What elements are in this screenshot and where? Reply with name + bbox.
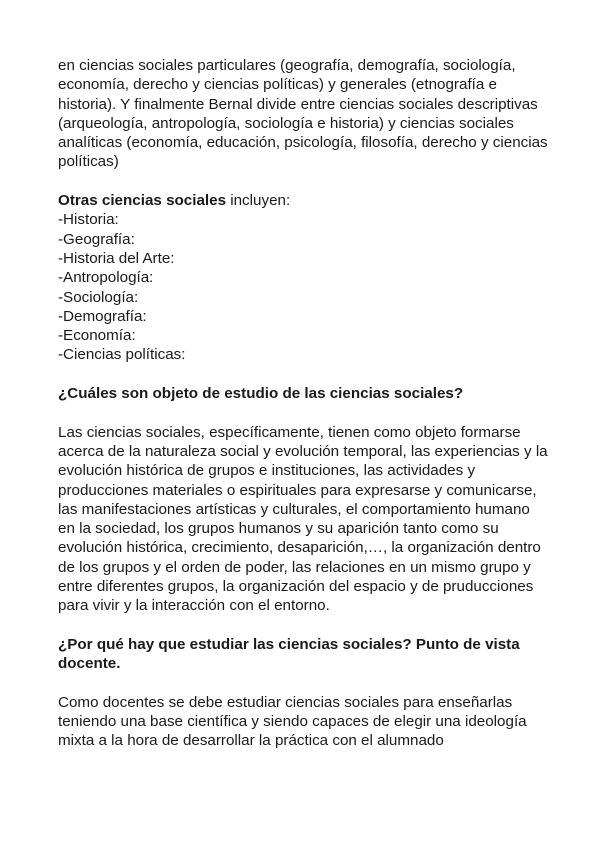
list-item: -Antropología: (58, 269, 154, 287)
section-heading-why-study: ¿Por qué hay que estudiar las ciencias sociales? Punto de vista docente. (58, 635, 520, 673)
list-item: -Historia: (58, 211, 119, 229)
spacer (58, 172, 548, 191)
other-sciences-lead (58, 191, 548, 210)
spacer (58, 616, 548, 635)
list-item: -Historia del Arte: (58, 249, 175, 267)
section-body-object-of-study: Las ciencias sociales, específicamente, tienen como objeto formarse acerca de la naturaleza social y evolución temporal, las experiencias y la evolución histórica de grupos e instituciones, las actividades y producciones materiales o espirituales para expresarse y comunicarse, las manifestaciones artísticas y culturales, el comportamiento humano en la sociedad, los grupos humanos y su aparición tanto como su evolución histórica, crecimiento, desaparición,…, la organización dentro de los grupos y el orden de poder, las relaciones en un mismo grupo y entre diferentes grupos, la organización del espacio y de pruducciones para vivir y la interacción con el entorno. (58, 423, 548, 615)
section-heading-object-of-study: ¿Cuáles son objeto de estudio de las ciencias sociales? (58, 385, 464, 403)
other-sciences-lead-bold: Otras ciencias sociales (58, 192, 227, 210)
list-item: -Ciencias políticas: (58, 346, 186, 364)
spacer (58, 403, 548, 422)
other-sciences-list (58, 210, 548, 364)
document-page (58, 56, 548, 751)
spacer (58, 365, 548, 384)
list-item: -Demografía: (58, 307, 147, 325)
other-sciences-lead-rest: incluyen: (226, 192, 291, 210)
list-item: -Sociología: (58, 288, 139, 306)
spacer (58, 674, 548, 693)
list-item: -Geografía: (58, 230, 135, 248)
list-item: -Economía: (58, 327, 136, 345)
intro-paragraph: en ciencias sociales particulares (geografía, demografía, sociología, economía, derecho y ciencias políticas) y generales (etnografía e historia). Y finalmente Bernal divide entre ciencias sociales descriptivas (arqueología, antropología, sociología e historia) y ciencias sociales analíticas (economía, educación, psicología, filosofía, derecho y ciencias políticas) (58, 57, 548, 171)
section-body-why-study: Como docentes se debe estudiar ciencias sociales para enseñarlas teniendo una base científica y siendo capaces de elegir una ideología mixta a la hora de desarrollar la práctica con el alumnado (58, 693, 527, 750)
